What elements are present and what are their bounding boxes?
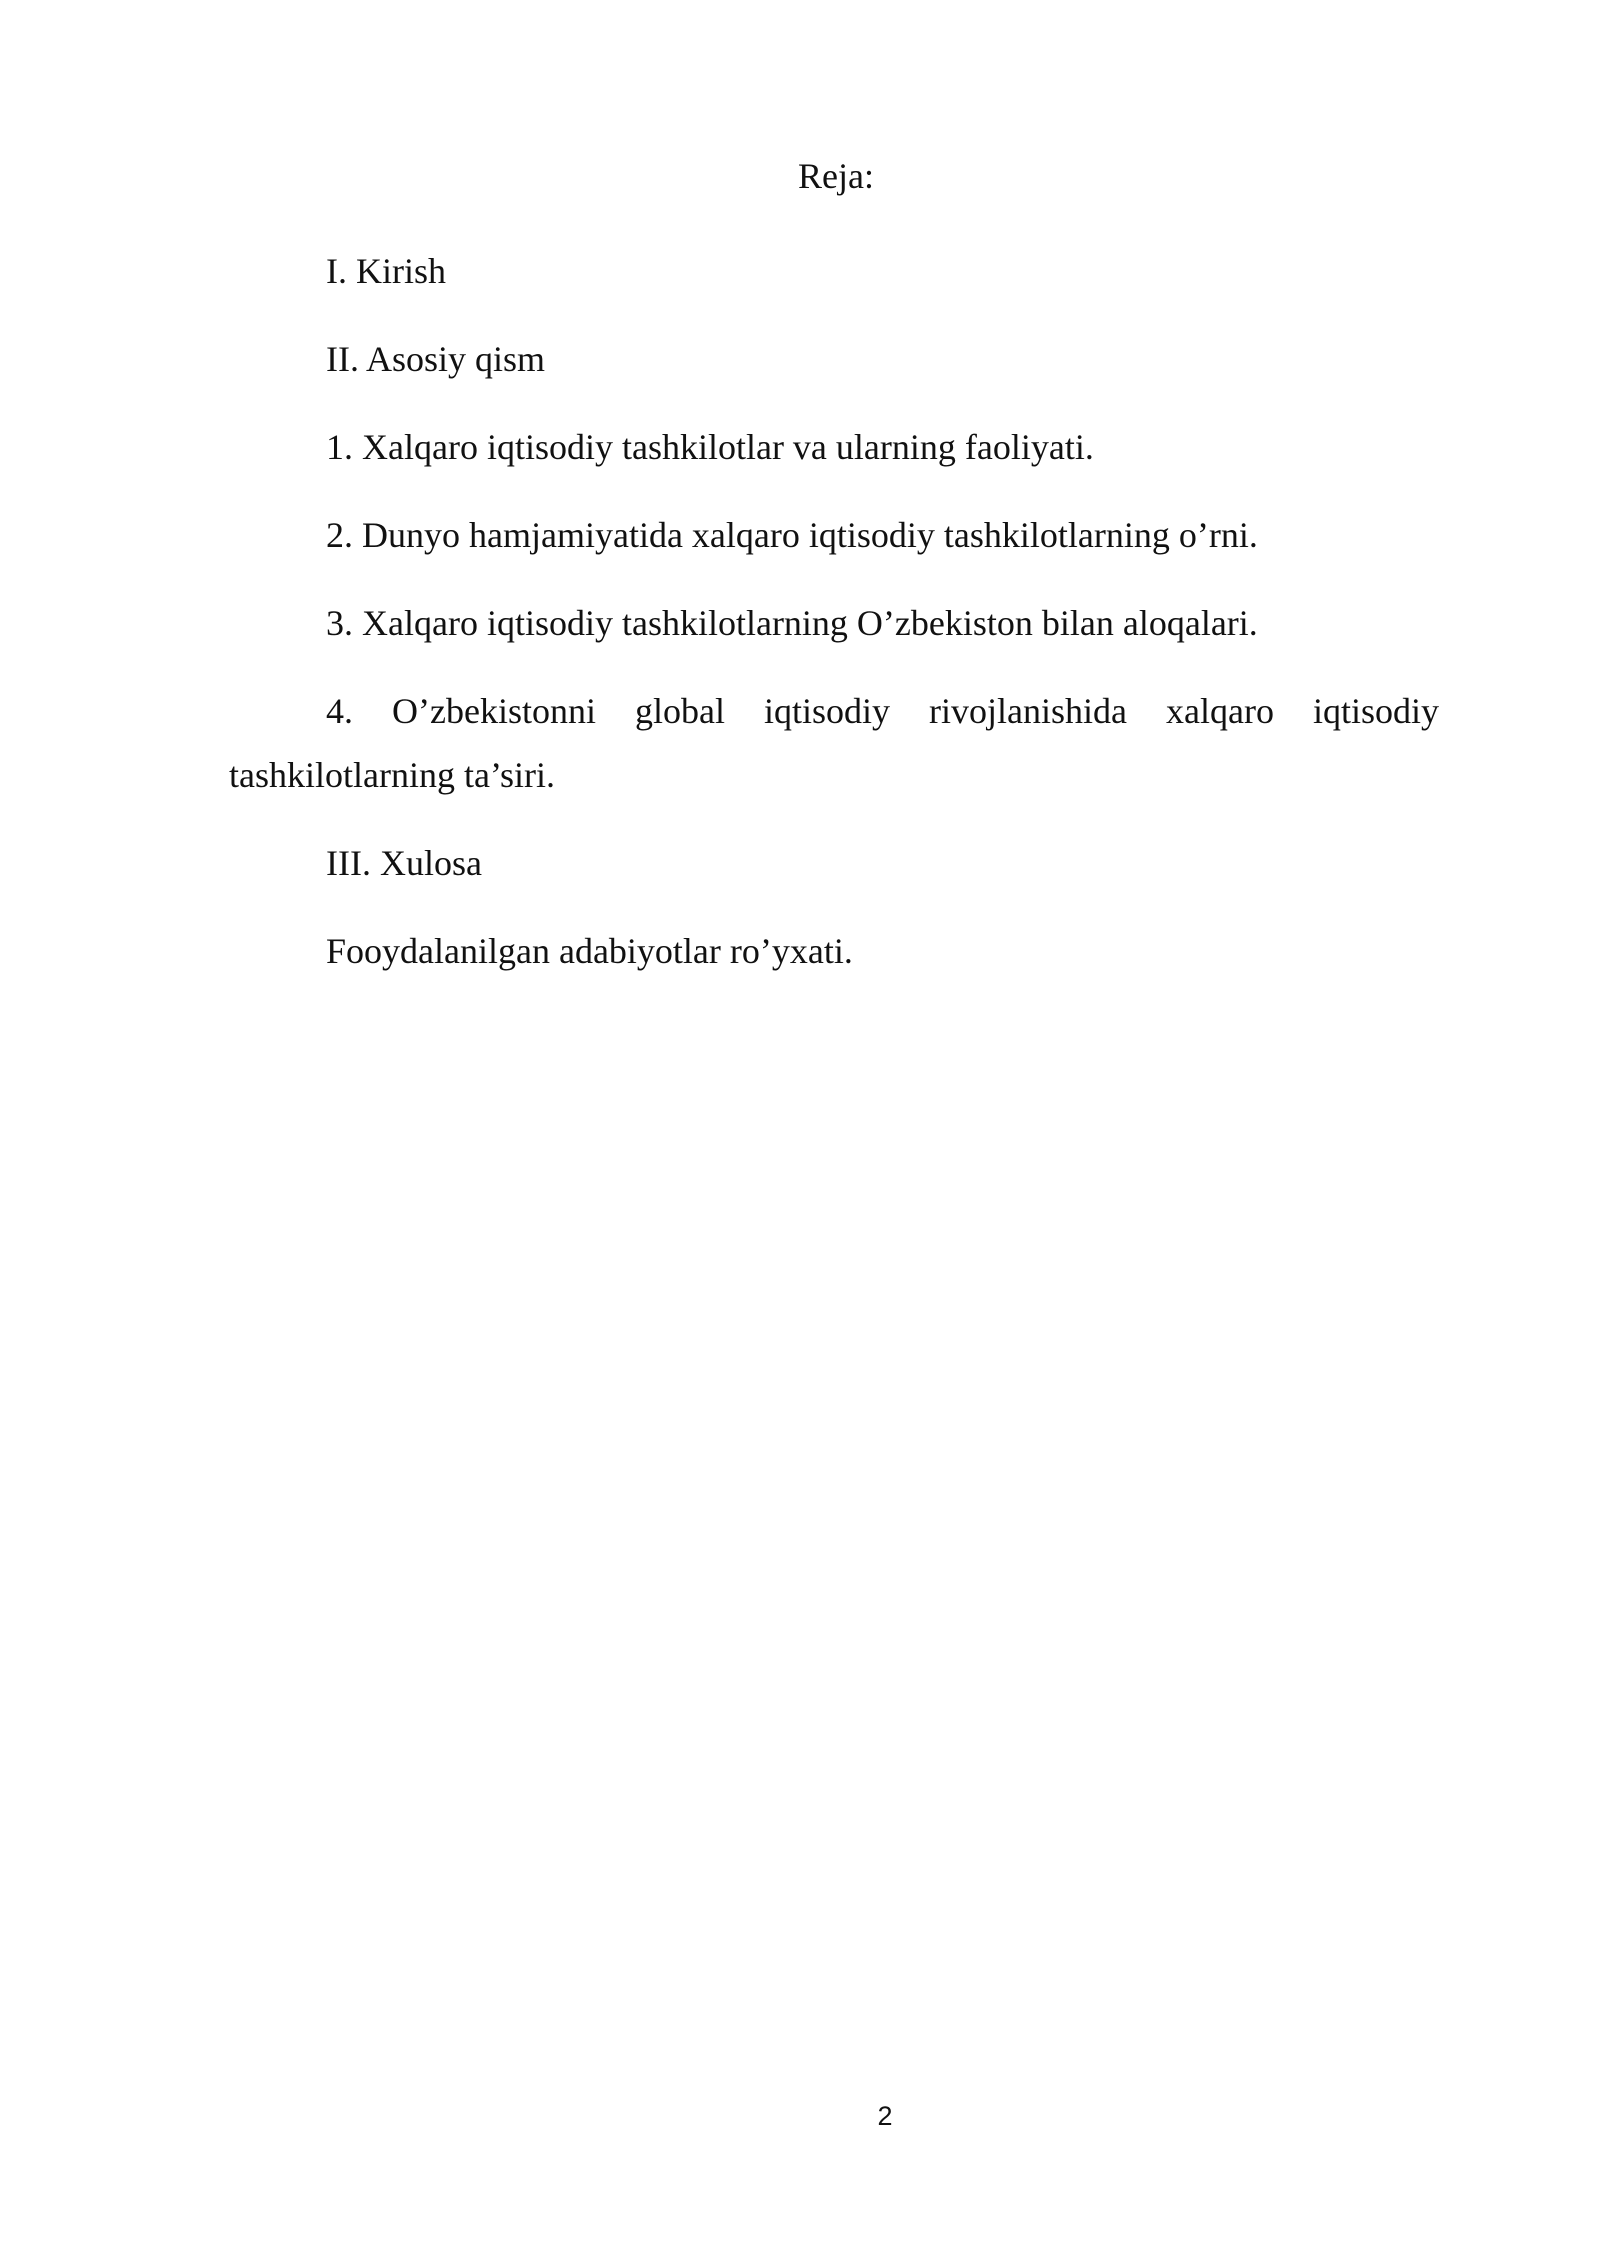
plan-item-main-part: II. Asosiy qism [326,339,546,379]
plan-item-1: 1. Xalqaro iqtisodiy tashkilotlar va ularning faoliyati. [326,427,1094,467]
plan-item-references: Fooydalanilgan adabiyotlar ro’yxati. [326,931,853,971]
plan-item-4: 4. O’zbekistonni global iqtisodiy rivojlanishida xalqaro iqtisodiy tashkilotlarning ta’siri. [229,691,1439,795]
plan-item-introduction: I. Kirish [326,251,446,291]
page-number: 2 [877,2101,893,2131]
plan-item-2: 2. Dunyo hamjamiyatida xalqaro iqtisodiy tashkilotlarning o’rni. [326,515,1258,555]
plan-title: Reja: [798,156,874,196]
plan-item-3: 3. Xalqaro iqtisodiy tashkilotlarning O’zbekiston bilan aloqalari. [326,603,1258,643]
plan-item-conclusion: III. Xulosa [326,843,482,883]
plan-list [229,239,1439,1007]
